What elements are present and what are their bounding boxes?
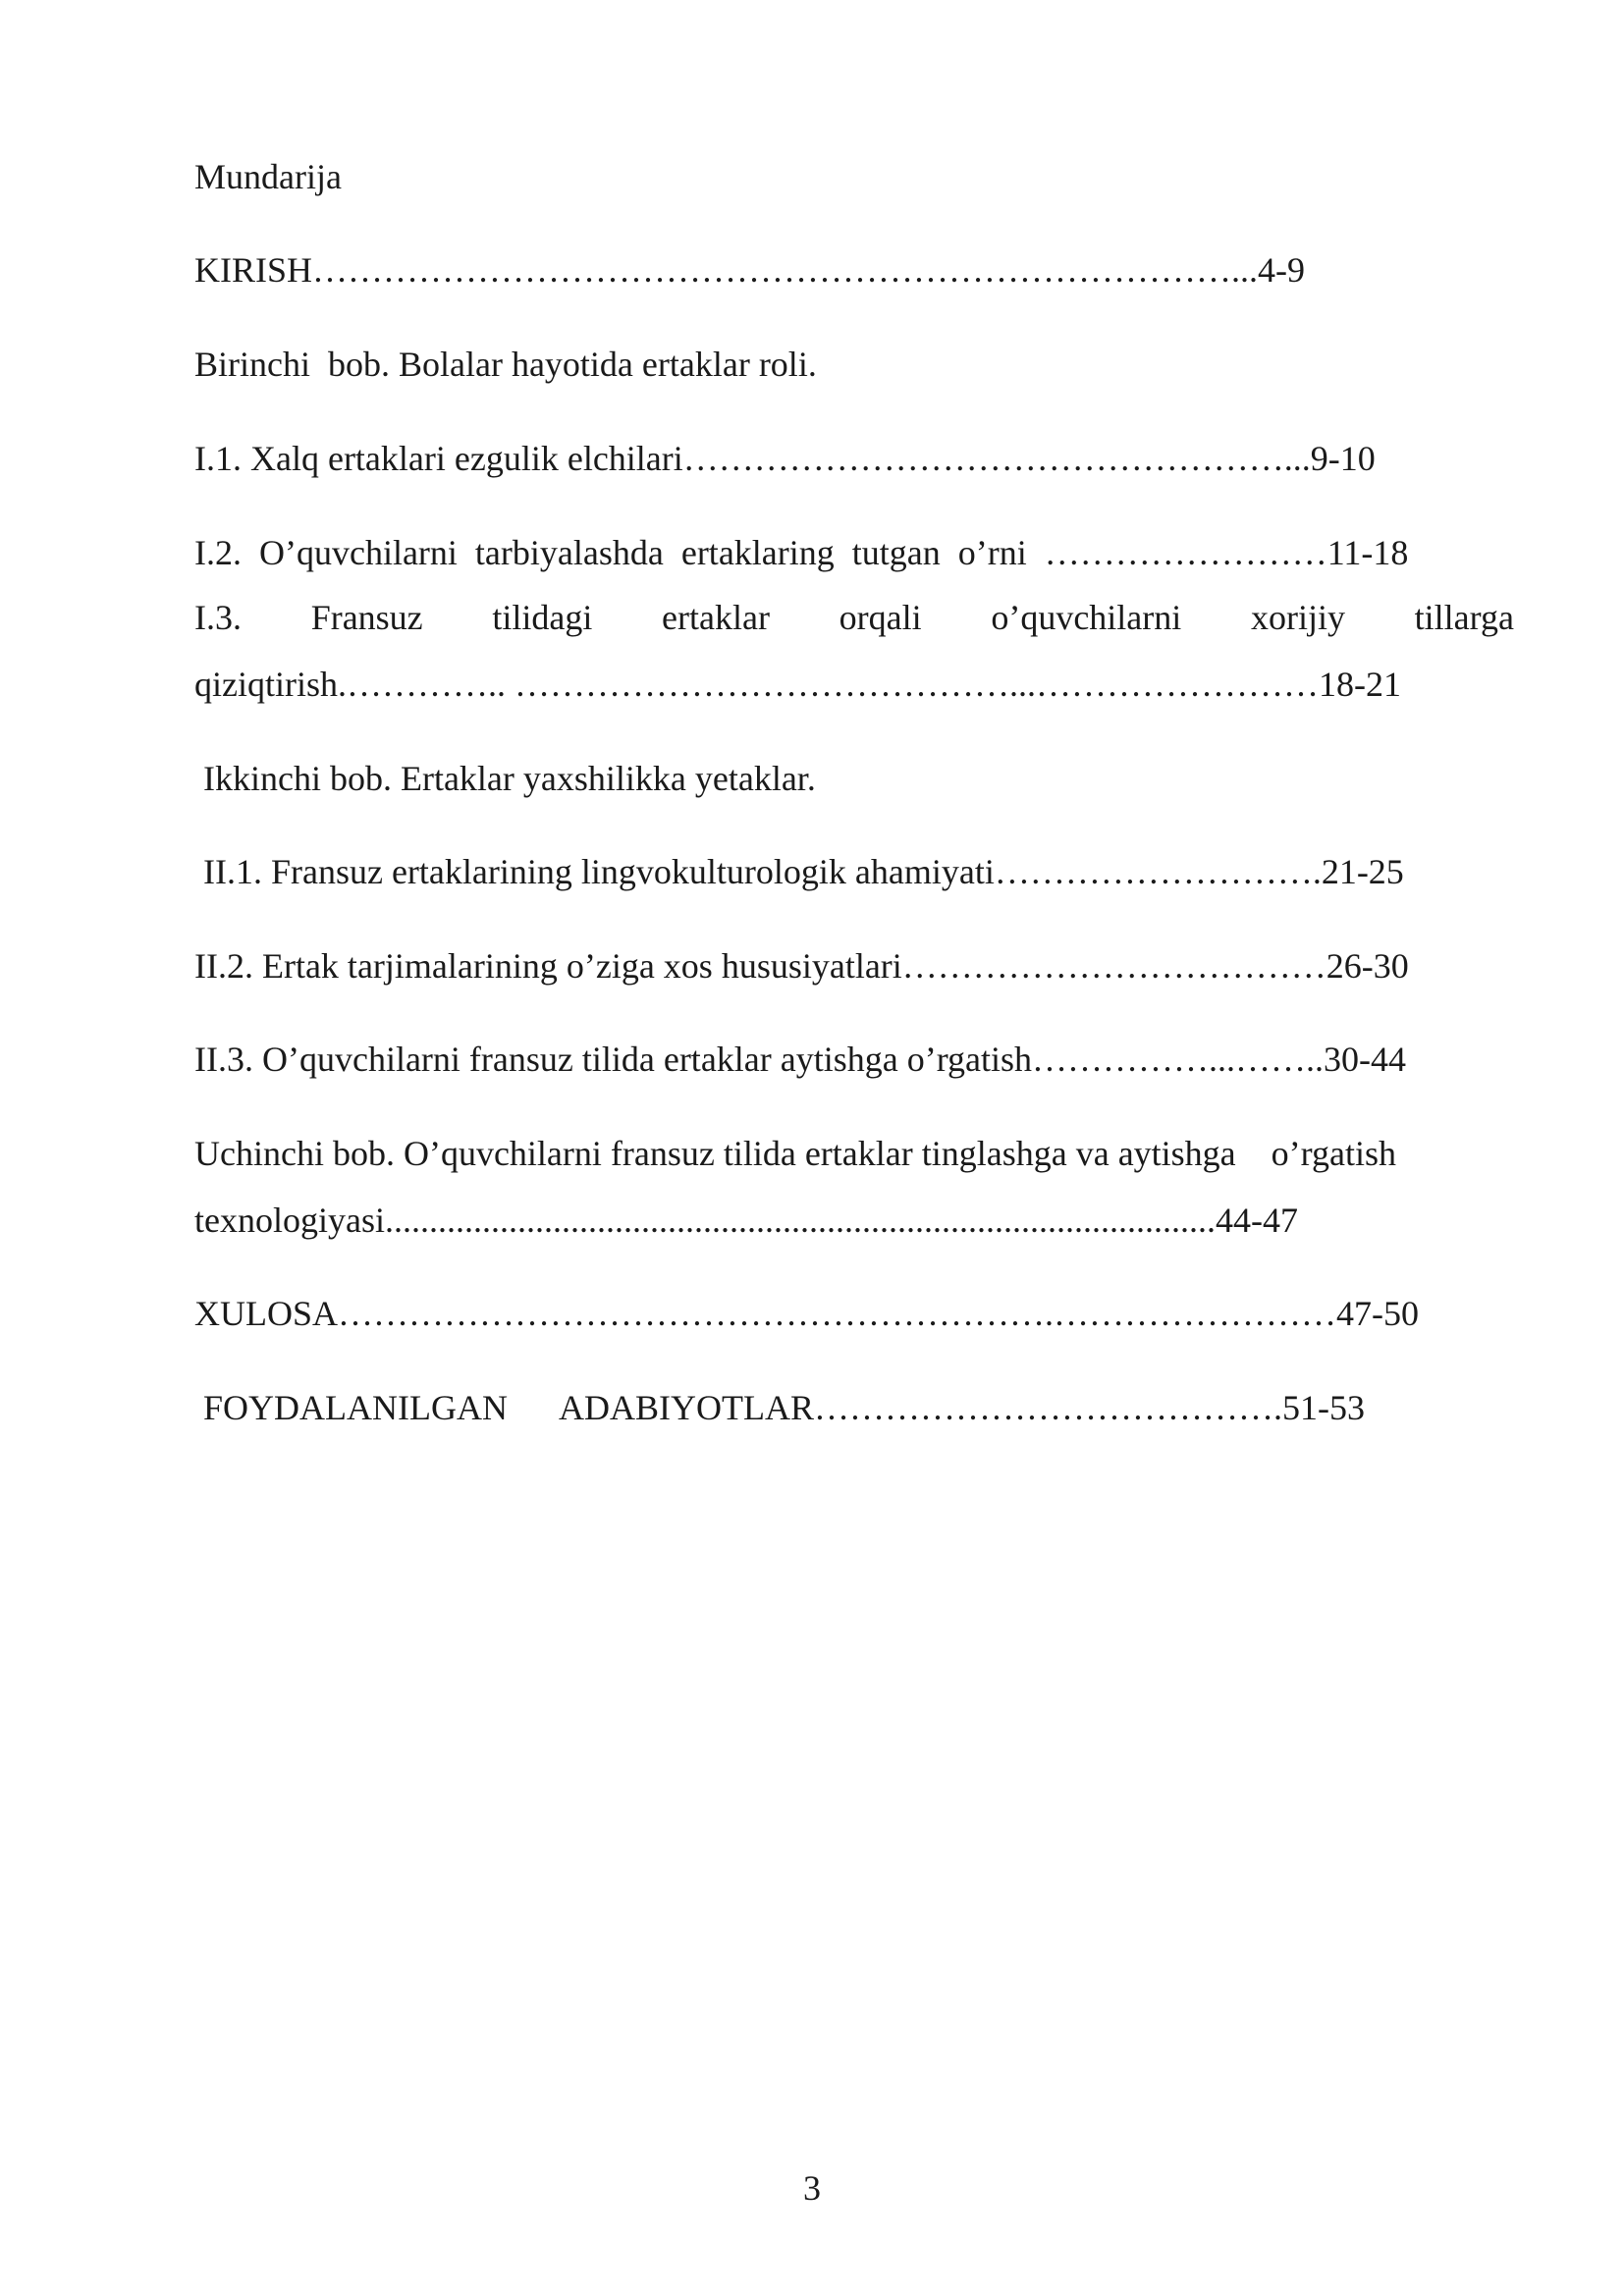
toc-entry-2-3: II.3. O’quvchilarni fransuz tilida ertaklar aytishga o’rgatish……………...……..30-44 — [194, 1040, 1407, 1079]
toc-entry-1-2: I.2. O’quvchilarni tarbiyalashda ertaklaring tutgan o’rni ……………………11-18 — [194, 533, 1409, 572]
toc-word: Fransuz — [310, 598, 423, 637]
toc-chapter-3-line-2: texnologiyasi..............................................................................................44-47 — [194, 1201, 1298, 1240]
toc-word: tilidagi — [492, 598, 593, 637]
toc-entry-1-3-line-1 — [194, 596, 1514, 639]
toc-entry-1-1: I.1. Xalq ertaklari ezgulik elchilari……………………………………………...9-10 — [194, 439, 1376, 478]
toc-chapter-1-title: Birinchi bob. Bolalar hayotida ertaklar roli. — [194, 345, 817, 384]
toc-chapter-3-line-1: Uchinchi bob. O’quvchilarni fransuz tilida ertaklar tinglashga va aytishga o’rgatish — [194, 1134, 1396, 1173]
toc-entry-xulosa: XULOSA…………………………………………………….……………………47-50 — [194, 1294, 1419, 1333]
page-number: 3 — [803, 2168, 821, 2208]
toc-word: orqali — [839, 598, 922, 637]
toc-entry-kirish: KIRISH……………………………………………………………………...4-9 — [194, 250, 1305, 290]
toc-word: o’quvchilarni — [991, 598, 1182, 637]
toc-title: Mundarija — [194, 157, 342, 196]
toc-word: I.3. — [194, 598, 242, 637]
toc-entry-adabiyotlar: FOYDALANILGAN ADABIYOTLAR………………………………….51-53 — [194, 1388, 1365, 1427]
toc-entry-2-1: II.1. Fransuz ertaklarining lingvokulturologik ahamiyati……………………….21-25 — [194, 852, 1404, 891]
toc-chapter-2-title: Ikkinchi bob. Ertaklar yaxshilikka yetaklar. — [194, 759, 816, 798]
toc-word: ertaklar — [662, 598, 770, 637]
toc-word: tillarga — [1414, 598, 1514, 637]
toc-word: xorijiy — [1250, 598, 1345, 637]
toc-entry-2-2: II.2. Ertak tarjimalarining o’ziga xos hususiyatlari………………………………26-30 — [194, 946, 1409, 986]
toc-entry-1-3-line-2: qiziqtirish.………….. ……………………………………...……………………18-21 — [194, 665, 1401, 704]
